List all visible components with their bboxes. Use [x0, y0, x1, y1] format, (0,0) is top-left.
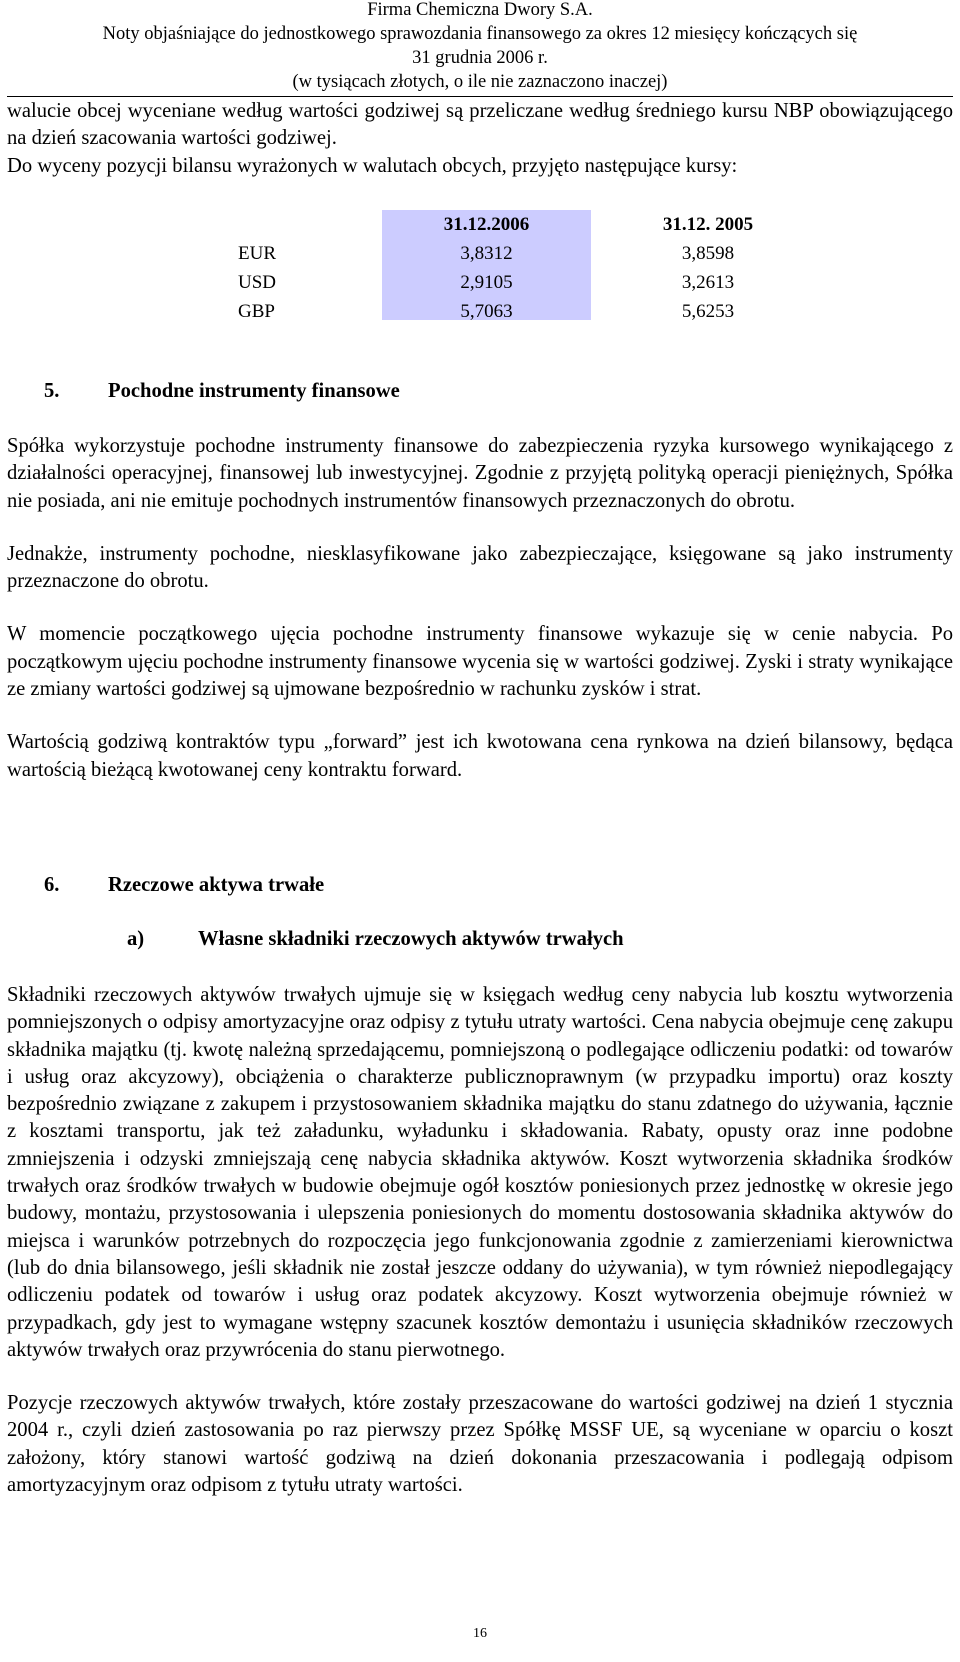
section-5-body: [7, 433, 953, 784]
currency-code: USD: [238, 272, 277, 293]
page-header: [0, 0, 960, 94]
rate-2005: 3,8598: [681, 243, 735, 264]
rates-intro-paragraph: Do wyceny pozycji bilansu wyrażonych w walutach obcych, przyjęto następujące kursy:: [7, 154, 738, 177]
paragraph: Spółka wykorzystuje pochodne instrumenty finansowe do zabezpieczenia ryzyka kursowego wynikającego z działalności operacyjnej, finansowej lub inwestycyjnej. Zgodnie z przyjętą polityką operacji pieniężnych, Spółka nie posiada, ani nie emituje pochodnych instrumentów finansowych przeznaczonych do obrotu.: [7, 435, 953, 512]
header-units-note: (w tysiącach złotych, o ile nie zaznaczono inaczej): [292, 72, 668, 92]
section-number: 5.: [44, 380, 60, 402]
intro-paragraph: walucie obcej wyceniane według wartości godziwej są przeliczane według średniego kursu NBP obowiązującego na dzień szacowania wartości godziwej.: [7, 100, 953, 150]
rate-2005: 3,2613: [681, 272, 735, 293]
table-header-row: [228, 210, 788, 239]
rate-2005: 5,6253: [681, 301, 735, 322]
rate-2006: 3,8312: [460, 243, 513, 264]
table-row: [228, 239, 788, 268]
header-date: 31 grudnia 2006 r.: [412, 48, 548, 68]
exchange-rates-table: [228, 210, 788, 326]
section-title: Pochodne instrumenty finansowe: [108, 380, 400, 402]
table-row: [228, 297, 788, 326]
section-number: 6.: [44, 874, 60, 896]
table-row: [228, 268, 788, 297]
subsection-title: Własne składniki rzeczowych aktywów trwałych: [198, 928, 624, 950]
section-title: Rzeczowe aktywa trwałe: [108, 874, 325, 896]
section-6-body: [7, 982, 953, 1499]
column-header-2005: 31.12. 2005: [662, 214, 754, 235]
page-number: 16: [473, 1626, 487, 1641]
paragraph: Pozycje rzeczowych aktywów trwałych, które zostały przeszacowane do wartości godziwej na dzień 1 stycznia 2004 r., czyli dzień zastosowania po raz pierwszy przez Spółkę MSSF UE, są wyceniane w oparciu o koszt założony, który stanowi wartość godziwą na dzień dokonania przeszacowania i podlegają odpisom amortyzacyjnym oraz odpisom z tytułu utraty wartości.: [7, 1392, 953, 1497]
rate-2006: 5,7063: [460, 301, 513, 322]
paragraph: Jednakże, instrumenty pochodne, niesklasyfikowane jako zabezpieczające, księgowane są jako instrumenty przeznaczone do obrotu.: [7, 542, 953, 593]
header-title: Noty objaśniające do jednostkowego sprawozdania finansowego za okres 12 miesięcy kończących się: [102, 24, 858, 44]
paragraph: W momencie początkowego ujęcia pochodne instrumenty finansowe wykazuje się w cenie nabycia. Po początkowym ujęciu pochodne instrumenty finansowe wycenia się w wartości godziwej. Zyski i straty wynikające ze zmiany wartości godziwej są ujmowane bezpośrednio w rachunku zysków i strat.: [7, 623, 953, 701]
header-divider: [7, 96, 953, 97]
paragraph: Wartością godziwą kontraktów typu „forward” jest ich kwotowana cena rynkowa na dzień bilansowy, będąca wartością bieżącą kwotowanej ceny kontraktu forward.: [7, 731, 953, 781]
subsection-heading: [7, 928, 907, 956]
currency-code: EUR: [238, 243, 276, 264]
section-5-heading: [7, 380, 907, 408]
column-header-2006: 31.12.2006: [443, 214, 530, 235]
subsection-letter: a): [127, 928, 145, 950]
currency-code: GBP: [238, 301, 275, 322]
intro-block: [7, 98, 953, 180]
paragraph: Składniki rzeczowych aktywów trwałych ujmuje się w księgach według ceny nabycia lub kosztu wytworzenia pomniejszonych o odpisy amortyzacyjne oraz odpisy z tytułu utraty wartości. Cena nabycia obejmuje cenę zakupu składnika majątku (tj. kwotę należną sprzedającemu, pomniejszoną o podlegające odliczeniu podatki: od towarów i usług oraz akcyzowy), obciążenia o charakterze publicznoprawnym (w przypadku importu) oraz koszty bezpośrednio związane z zakupem i przystosowaniem składnika majątku do stanu zdatnego do używania, łącznie z kosztami transportu, jak też załadunku, wyładunku i składowania. Rabaty, opusty oraz inne podobne zmniejszenia i odzyski zmniejszają cenę nabycia składnika aktywów. Koszt wytworzenia składnika środków trwałych oraz środków trwałych w budowie obejmuje ogół kosztów poniesionych przez jednostkę w okresie jego budowy, montażu, przystosowania i ulepszenia poniesionych do momentu dostosowania składnika aktywów do miejsca i warunków potrzebnych do rozpoczęcia jego funkcjonowania zgodnie z zamierzeniami kierownictwa (lub do dnia bilansowego, jeśli składnik nie został jeszcze oddany do używania), w tym również niepodlegający odliczeniu podatek od towarów i usług oraz podatek akcyzowy. Koszt wytworzenia obejmuje również w przypadkach, gdy jest to wymagane wstępny szacunek kosztów demontażu i usunięcia składników rzeczowych aktywów trwałych oraz przywrócenia do stanu pierwotnego.: [7, 984, 953, 1361]
rate-2006: 2,9105: [460, 272, 513, 293]
section-6-heading: [7, 874, 907, 902]
company-name: Firma Chemiczna Dwory S.A.: [367, 0, 593, 20]
